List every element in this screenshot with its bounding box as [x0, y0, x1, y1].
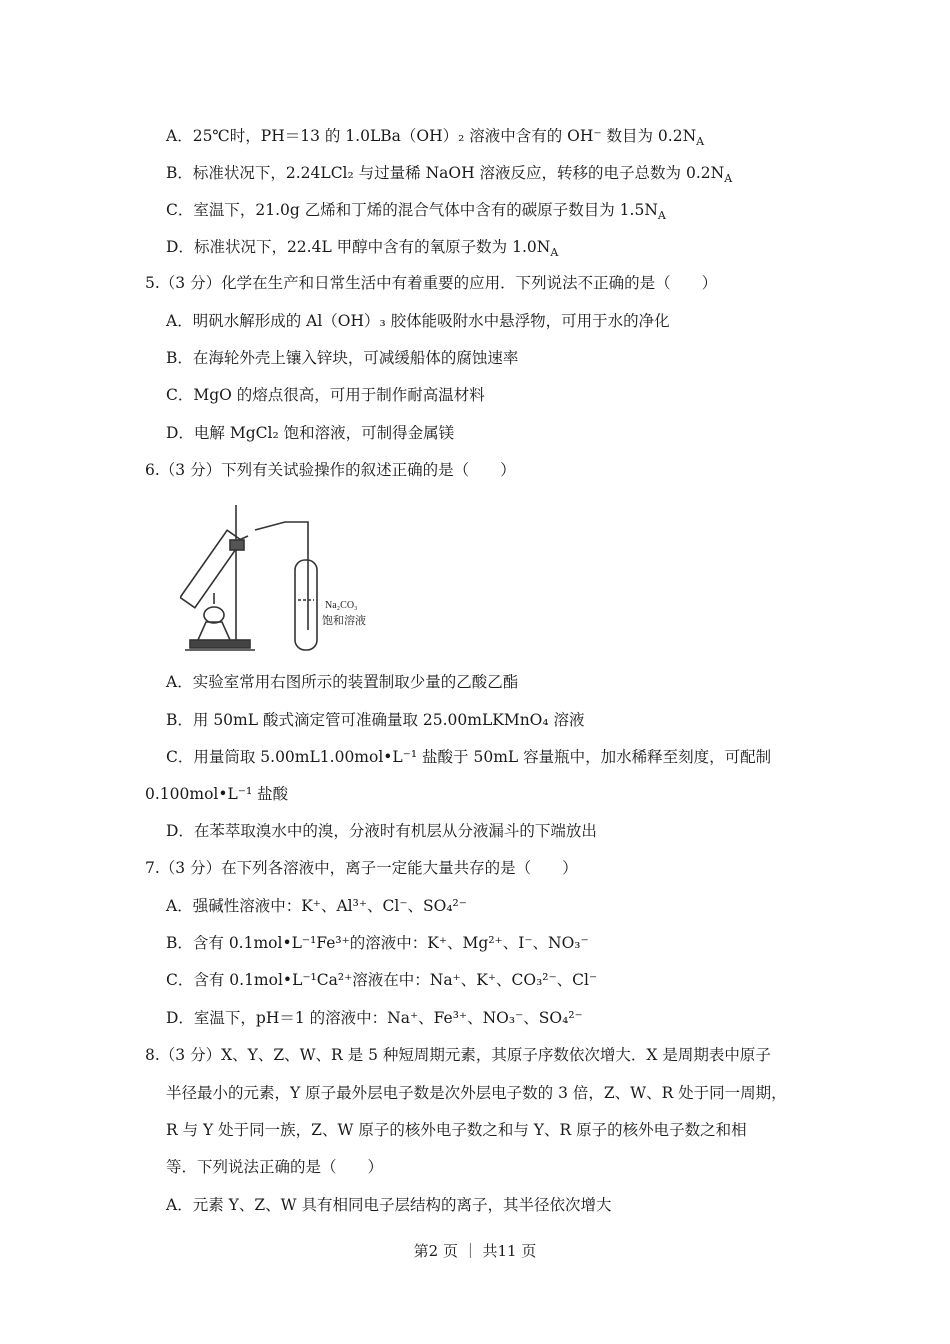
q7-option-d: D．室温下，pH＝1 的溶液中：Na⁺、Fe³⁺、NO₃⁻、SO₄²⁻	[166, 1009, 583, 1027]
q4-option-b: B．标准状况下，2.24LCl₂ 与过量稀 NaOH 溶液反应，转移的电子总数为 $0.2N_A$	[166, 164, 733, 186]
alcohol-lamp	[198, 622, 230, 640]
q6-option-c-line2: 0.100mol•L⁻¹ 盐酸	[145, 785, 289, 803]
lamp-flame	[204, 607, 224, 623]
q6-stem: 6.（3 分）下列有关试验操作的叙述正确的是（ ）	[145, 461, 516, 479]
q5-option-c: C．MgO 的熔点很高，可用于制作耐高温材料	[166, 386, 485, 404]
q7-stem: 7.（3 分）在下列各溶液中，离子一定能大量共存的是（ ）	[145, 859, 578, 877]
q5-option-d: D．电解 MgCl₂ 饱和溶液，可制得金属镁	[166, 424, 455, 442]
q8-stem-line3: R 与 Y 处于同一族，Z、W 原子的核外电子数之和与 Y、R 原子的核外电子数之和相	[166, 1121, 747, 1139]
q4-option-a: A．25℃时，PH＝13 的 1.0LBa（OH）₂ 溶液中含有的 OH⁻ 数目为 $0.2N_A$	[166, 127, 705, 149]
figure-label-saturated: 饱和溶液	[322, 614, 366, 627]
q4-option-d: D．标准状况下，22.4L 甲醇中含有的氧原子数为 $1.0N_A$	[166, 238, 559, 260]
delivery-tube	[255, 522, 308, 630]
page-footer: 第2 页 ｜ 共11 页	[413, 1242, 537, 1260]
figure-label-na2co3: Na₂CO₃	[325, 600, 358, 611]
q5-option-b: B．在海轮外壳上镶入锌块，可减缓船体的腐蚀速率	[166, 349, 519, 367]
clamp	[230, 540, 244, 550]
q8-stem-line4: 等．下列说法正确的是（ ）	[166, 1158, 384, 1176]
q6-option-c-line1: C．用量筒取 5.00mL1.00mol•L⁻¹ 盐酸于 50mL 容量瓶中，加水稀释至刻度，可配制	[166, 748, 772, 766]
q7-option-a: A．强碱性溶液中：K⁺、Al³⁺、Cl⁻、SO₄²⁻	[166, 897, 467, 915]
q5-stem: 5.（3 分）化学在生产和日常生活中有着重要的应用．下列说法不正确的是（ ）	[145, 274, 718, 292]
q6-option-d: D．在苯萃取溴水中的溴，分液时有机层从分液漏斗的下端放出	[166, 822, 597, 840]
q6-option-b: B．用 50mL 酸式滴定管可准确量取 25.00mLKMnO₄ 溶液	[166, 711, 585, 729]
esterification-apparatus-figure	[180, 500, 480, 670]
q7-option-b: B．含有 0.1mol•L⁻¹Fe³⁺的溶液中：K⁺、Mg²⁺、I⁻、NO₃⁻	[166, 934, 589, 952]
q8-stem-line1: 8.（3 分）X、Y、Z、W、R 是 5 种短周期元素，其原子序数依次增大．X 是周期表中原子	[145, 1046, 771, 1064]
q8-option-a: A．元素 Y、Z、W 具有相同电子层结构的离子，其半径依次增大	[166, 1196, 612, 1214]
q5-option-a: A．明矾水解形成的 Al（OH）₃ 胶体能吸附水中悬浮物，可用于水的净化	[166, 312, 670, 330]
q6-option-a: A．实验室常用右图所示的装置制取少量的乙酸乙酯	[166, 673, 519, 691]
q4-option-c: C．室温下，21.0g 乙烯和丁烯的混合气体中含有的碳原子数目为 $1.5N_A$	[166, 201, 666, 223]
receiving-tube	[295, 560, 317, 650]
stand-base	[190, 640, 250, 648]
q7-option-c: C．含有 0.1mol•L⁻¹Ca²⁺溶液在中：Na⁺、K⁺、CO₃²⁻、Cl⁻	[166, 971, 598, 989]
q8-stem-line2: 半径最小的元素，Y 原子最外层电子数是次外层电子数的 3 倍，Z、W、R 处于同一周期，	[166, 1084, 787, 1102]
